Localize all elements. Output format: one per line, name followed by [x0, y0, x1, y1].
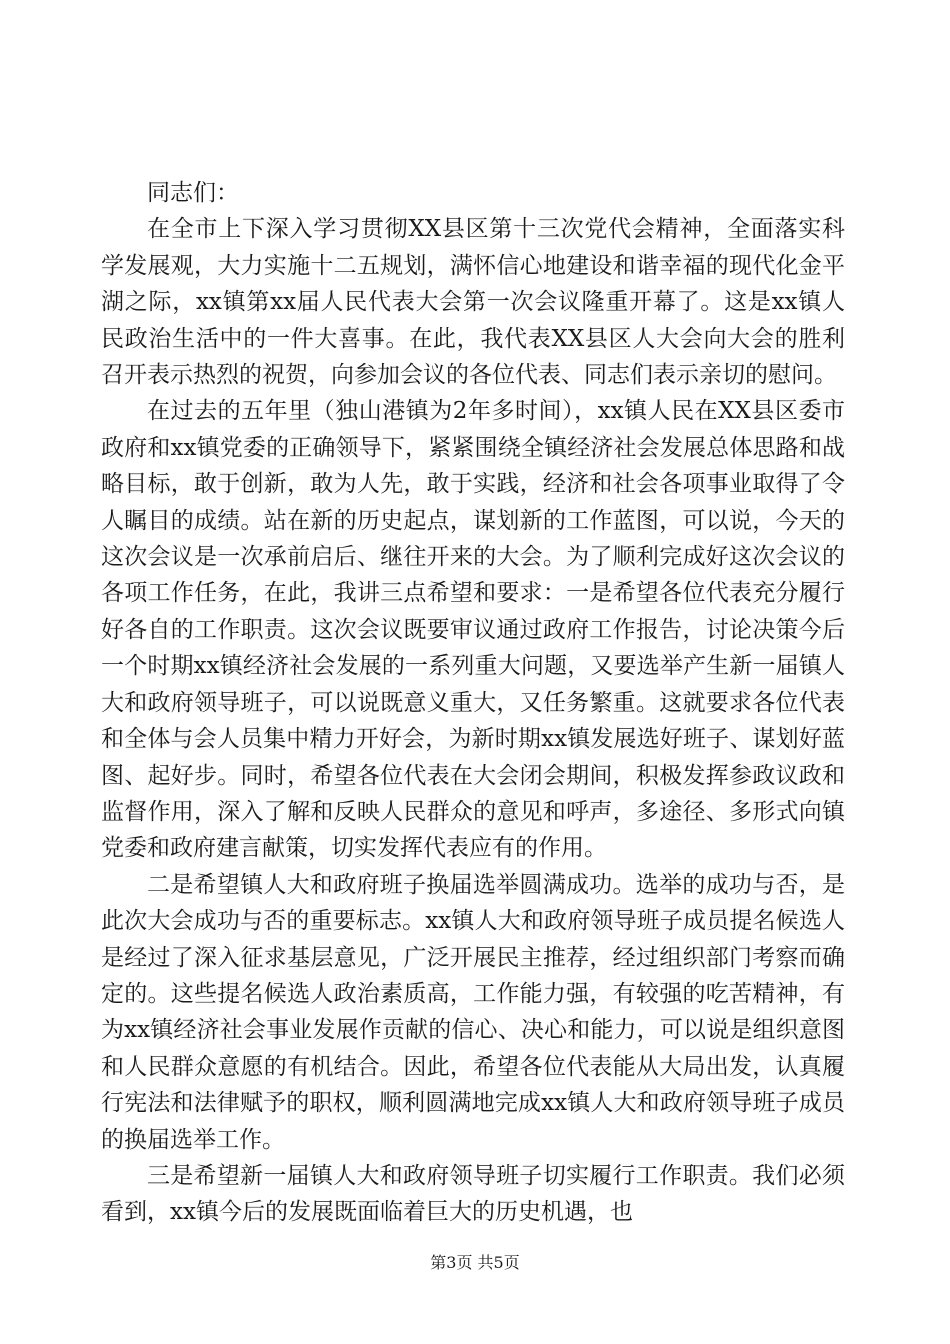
- salutation: 同志们：: [147, 180, 239, 206]
- paragraph: 在过去的五年里（独山港镇为2年多时间），xx镇人民在XX县区委市政府和xx镇党委的正确领导下，紧紧围绕全镇经济社会发展总体思路和战略目标，敢于创新，敢为人先，敢于实践，经济和社会各项事业取得了令人瞩目的成绩。站在新的历史起点，谋划新的工作蓝图，可以说，今天的这次会议是一次承前启后、继往开来的大会。为了顺利完成好这次会议的各项工作任务，在此，我讲三点希望和要求：一是希望各位代表充分履行好各自的工作职责。这次会议既要审议通过政府工作报告，讨论决策今后一个时期xx镇经济社会发展的一系列重大问题，又要选举产生新一届镇人大和政府领导班子，可以说既意义重大，又任务繁重。这就要求各位代表和全体与会人员集中精力开好会，为新时期xx镇发展选好班子、谋划好蓝图、起好步。同时，希望各位代表在大会闭会期间，积极发挥参政议政和监督作用，深入了解和反映人民群众的意见和呼声，多途径、多形式向镇党委和政府建言献策，切实发挥代表应有的作用。: [101, 398, 845, 862]
- paragraph: 二是希望镇人大和政府班子换届选举圆满成功。选举的成功与否，是此次大会成功与否的重要标志。xx镇人大和政府领导班子成员提名候选人是经过了深入征求基层意见，广泛开展民主推荐，经过组织部门考察而确定的。这些提名候选人政治素质高，工作能力强，有较强的吃苦精神，有为xx镇经济社会事业发展作贡献的信心、决心和能力，可以说是组织意图和人民群众意愿的有机结合。因此，希望各位代表能从大局出发，认真履行宪法和法律赋予的职权，顺利圆满地完成xx镇人大和政府领导班子成员的换届选举工作。: [101, 871, 845, 1153]
- paragraph: 三是希望新一届镇人大和政府领导班子切实履行工作职责。我们必须看到，xx镇今后的发展既面临着巨大的历史机遇，也: [101, 1162, 845, 1226]
- paragraph: 在全市上下深入学习贯彻XX县区第十三次党代会精神，全面落实科学发展观，大力实施十二五规划，满怀信心地建设和谐幸福的现代化金平湖之际，xx镇第xx届人民代表大会第一次会议隆重开幕了。这是xx镇人民政治生活中的一件大喜事。在此，我代表XX县区人大会向大会的胜利召开表示热烈的祝贺，向参加会议的各位代表、同志们表示亲切的慰问。: [101, 216, 845, 389]
- page-number-footer: 第3页 共5页: [430, 1253, 520, 1272]
- document-body: [101, 175, 845, 1231]
